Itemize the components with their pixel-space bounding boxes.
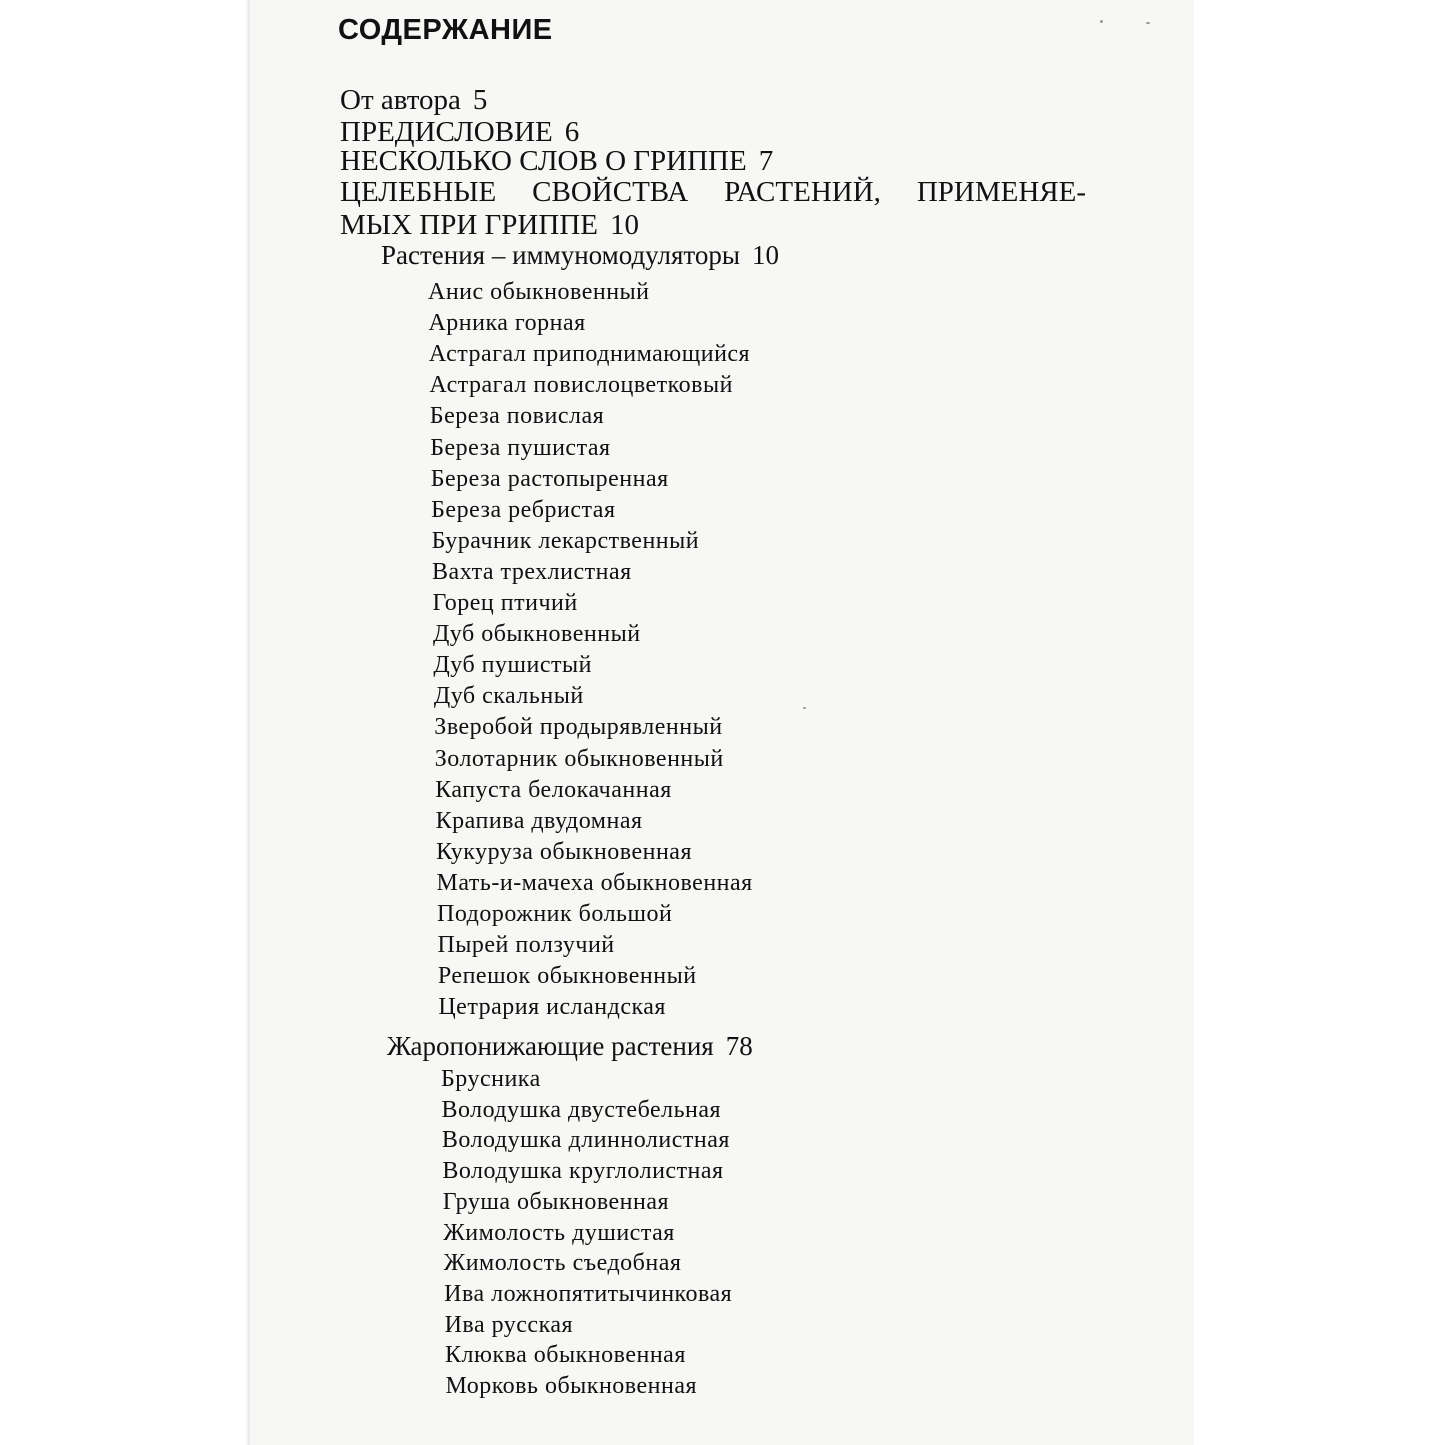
toc-item-text: Астрагал повислоцветковый	[429, 372, 733, 398]
toc-item-text: Береза ребристая	[431, 497, 616, 523]
toc-chapter-heading-cont	[340, 209, 639, 242]
toc-item	[434, 714, 722, 741]
heading-word: ПРИМЕНЯЕ-	[916, 176, 1086, 208]
heading-word: РАСТЕНИЙ,	[724, 176, 881, 208]
page-number: 6	[564, 116, 580, 148]
toc-item-text: Вахта трехлистная	[432, 559, 632, 585]
toc-item-text: Ива русская	[444, 1312, 574, 1338]
toc-entry-text: От автора	[340, 84, 461, 116]
toc-item-text: Зверобой продырявленный	[434, 714, 723, 740]
toc-item	[444, 1281, 732, 1308]
toc-item-text: Цетрария исландская	[438, 994, 666, 1020]
toc-item-text: Береза растопыренная	[430, 466, 669, 492]
toc-chapter-heading-cont-text: МЫХ ПРИ ГРИППЕ	[340, 209, 598, 241]
toc-item	[431, 466, 669, 493]
toc-entry	[340, 145, 773, 178]
toc-item-text: Арника горная	[428, 310, 586, 336]
toc-item	[438, 994, 666, 1021]
toc-entry	[340, 84, 487, 117]
toc-item	[431, 497, 615, 524]
toc-item-text: Брусника	[441, 1066, 541, 1092]
toc-item-text: Жимолость съедобная	[443, 1250, 682, 1276]
page-number: 78	[725, 1031, 753, 1061]
toc-item	[437, 932, 614, 959]
toc-item	[436, 808, 643, 835]
toc-item	[429, 372, 733, 399]
toc-item	[433, 621, 641, 648]
toc-item-text: Володушка длиннолистная	[441, 1127, 730, 1153]
toc-item	[446, 1373, 698, 1400]
toc-item-text: Береза повислая	[429, 403, 605, 429]
toc-entry-text: ПРЕДИСЛОВИЕ	[340, 116, 553, 148]
toc-item	[428, 310, 585, 337]
toc-item	[433, 652, 592, 679]
page-number: 10	[609, 209, 639, 241]
toc-item-text: Золотарник обыкновенный	[434, 746, 724, 772]
toc-item-text: Володушка двустебельная	[441, 1097, 722, 1123]
toc-item-text: Ива ложнопятитычинковая	[444, 1281, 733, 1307]
toc-item-text: Капуста белокачанная	[435, 777, 672, 803]
toc-item	[433, 590, 578, 617]
toc-item	[430, 403, 604, 430]
toc-item	[444, 1250, 682, 1277]
toc-item-text: Горец птичий	[432, 590, 578, 616]
toc-item	[443, 1189, 669, 1216]
toc-item-text: Дуб скальный	[433, 683, 584, 709]
toc-section-heading-text: Жаропонижающие растения	[387, 1031, 714, 1061]
toc-item-text: Анис обыкновенный	[428, 279, 650, 305]
toc-item	[430, 435, 610, 462]
toc-item	[432, 528, 700, 555]
toc-item-text: Кукуруза обыкновенная	[436, 839, 692, 865]
contents-title: СОДЕРЖАНИЕ	[338, 14, 553, 46]
toc-item-text: Пырей ползучий	[437, 932, 615, 958]
toc-item	[437, 901, 672, 928]
toc-item	[436, 839, 692, 866]
toc-item-text: Подорожник большой	[437, 901, 673, 927]
toc-item	[443, 1220, 675, 1247]
toc-item-text: Бурачник лекарственный	[431, 528, 700, 554]
toc-item-text: Володушка круглолистная	[442, 1158, 724, 1184]
toc-item	[432, 559, 632, 586]
page-number: 5	[472, 84, 488, 116]
toc-item	[438, 963, 697, 990]
toc-item-text: Дуб пушистый	[433, 652, 592, 678]
toc-chapter-heading	[340, 176, 1086, 209]
page-number: 7	[758, 145, 774, 177]
toc-item	[445, 1342, 686, 1369]
toc-item	[442, 1158, 723, 1185]
toc-item-text: Крапива двудомная	[435, 808, 643, 834]
toc-item	[435, 777, 672, 804]
toc-item-text: Дуб обыкновенный	[432, 621, 641, 647]
toc-section-heading-text: Растения – иммуномодуляторы	[381, 240, 740, 270]
toc-item	[429, 341, 750, 368]
toc-item	[434, 683, 584, 710]
toc-item	[441, 1066, 541, 1093]
toc-item-text: Клюква обыкновенная	[445, 1342, 686, 1368]
toc-item-text: Груша обыкновенная	[442, 1189, 670, 1215]
toc-item	[428, 279, 650, 306]
toc-item	[435, 746, 724, 773]
toc-item-text: Жимолость душистая	[443, 1220, 675, 1246]
toc-item-text: Астрагал приподнимающийся	[428, 341, 751, 367]
page-number: 10	[751, 240, 779, 270]
toc-item-text: Береза пушистая	[430, 435, 611, 461]
toc-item	[442, 1127, 730, 1154]
toc-item-text: Мать-и-мачеха обыкновенная	[436, 870, 753, 896]
toc-section-heading	[381, 240, 779, 271]
toc-item-text: Морковь обыкновенная	[445, 1373, 698, 1399]
toc-section-heading	[387, 1031, 753, 1062]
toc-entry-text: НЕСКОЛЬКО СЛОВ О ГРИППЕ	[340, 145, 747, 177]
heading-word: СВОЙСТВА	[532, 176, 689, 208]
toc-item	[441, 1097, 721, 1124]
toc-item	[445, 1312, 573, 1339]
heading-word: ЦЕЛЕБНЫЕ	[340, 176, 497, 208]
toc-item	[437, 870, 753, 897]
toc-item-text: Репешок обыкновенный	[437, 963, 697, 989]
